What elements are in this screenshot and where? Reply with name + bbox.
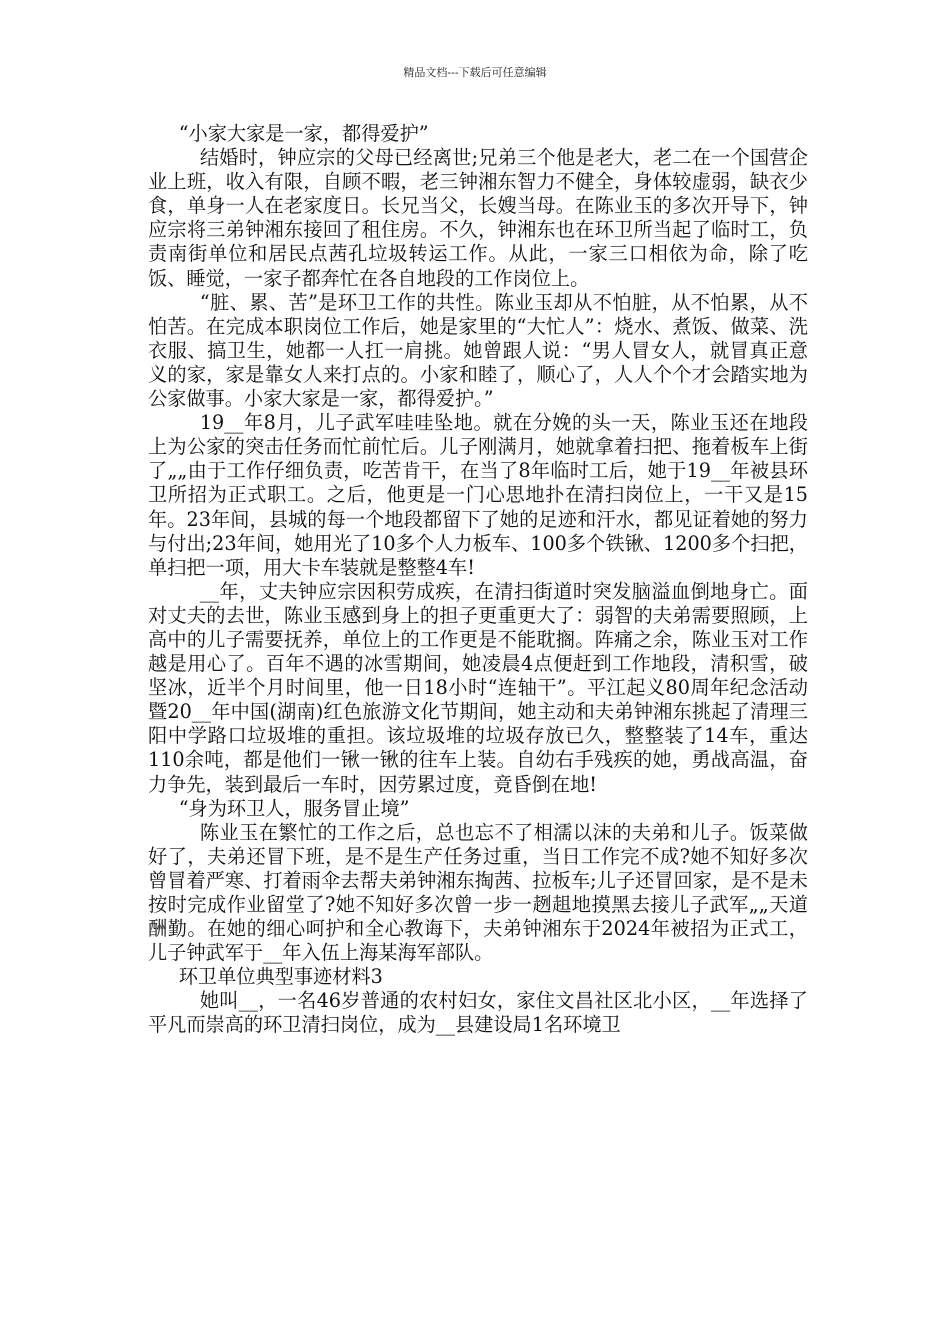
section-heading: “小家大家是一家，都得爱护”: [178, 122, 429, 145]
section-heading: 环卫单位典型事迹材料3: [178, 965, 383, 989]
paragraph: “脏、累、苦”是环卫工作的共性。陈业玉却从不怕脏，从不怕累，从不怕苦。在完成本职岗位工作后，她是家里的“大忙人”：烧水、煮饭、做菜、洗衣服、搞卫生，她都一人扛一肩挑。她曾跟人说：“男人冒女人，就冒真正意义的家，家是靠女人来打点的。小家和睦了，顺心了，人人个个才会踏实地为公家做事。小家大家是一家，都得爱护。”: [148, 290, 808, 411]
paragraph: __年，丈夫钟应宗因积劳成疾，在清扫街道时突发脑溢血倒地身亡。面对丈夫的去世，陈业玉感到身上的担子更重更大了：弱智的夫弟需要照顾，上高中的儿子需要抚养，单位上的工作更是不能耽搁。阵痛之余，陈业玉对工作越是用心了。百年不遇的冰雪期间，她凌晨4点便赶到工作地段，清积雪，破坚冰，近半个月时间里，他一日18小时“连轴干”。平江起义80周年纪念活动暨20__年中国(湖南)红色旅游文化节期间，她主动和夫弟钟湘东挑起了清理三阳中学路口垃圾堆的重担。该垃圾堆的垃圾存放已久，整整装了14车，重达110余吨，都是他们一锹一锹的往车上装。自幼右手残疾的她，勇战高温，奋力争先，装到最后一车时，因劳累过度，竟昏倒在地!: [148, 579, 808, 796]
paragraph: 陈业玉在繁忙的工作之后，总也忘不了相濡以沫的夫弟和儿子。饭菜做好了，夫弟还冒下班，是不是生产任务过重，当日工作完不成?她不知好多次曾冒着严寒、打着雨伞去帮夫弟钟湘东掏茜、拉板车;儿子还冒回家，是不是未按时完成作业留堂了?她不知好多次曾一步一趔趄地摸黑去接儿子武军„„天道酬勤。在她的细心呵护和全心教诲下，夫弟钟湘东于2024年被招为正式工，儿子钟武军于__年入伍上海某海军部队。: [148, 820, 808, 965]
section-heading: “身为环卫人，服务冒止境”: [178, 796, 410, 820]
page-header: 精品文档---下载后可任意编辑: [403, 66, 547, 79]
paragraph: 结婚时，钟应宗的父母已经离世;兄弟三个他是老大，老二在一个国营企业上班，收入有限，自顾不暇，老三钟湘东智力不健全，身体较虚弱，缺衣少食，单身一人在老家度日。长兄当父，长嫂当母。在陈业玉的多次开导下，钟应宗将三弟钟湘东接回了租住房。不久，钟湘东也在环卫所当起了临时工，负责南街单位和居民点茜孔垃圾转运工作。从此，一家三口相依为命，除了吃饭、睡觉，一家子都奔忙在各自地段的工作岗位上。: [148, 146, 808, 290]
paragraph: 她叫__，一名46岁普通的农村妇女，家住文昌社区北小区，__年选择了平凡而崇高的环卫清扫岗位，成为__县建设局1名环境卫: [148, 989, 808, 1037]
document-body: [148, 122, 808, 1038]
paragraph: 19__年8月，儿子武军哇哇坠地。就在分娩的头一天，陈业玉还在地段上为公家的突击任务而忙前忙后。儿子刚满月，她就拿着扫把、拖着板车上街了„„由于工作仔细负责，吃苦肯干，在当了8年临时工后，她于19__年被县环卫所招为正式职工。之后，他更是一门心思地扑在清扫岗位上，一干又是15年。23年间，县城的每一个地段都留下了她的足迹和汗水，都见证着她的努力与付出;23年间，她用光了10多个人力板车、100多个铁锹、1200多个扫把，单扫把一项，用大卡车装就是整整4车!: [148, 411, 808, 579]
